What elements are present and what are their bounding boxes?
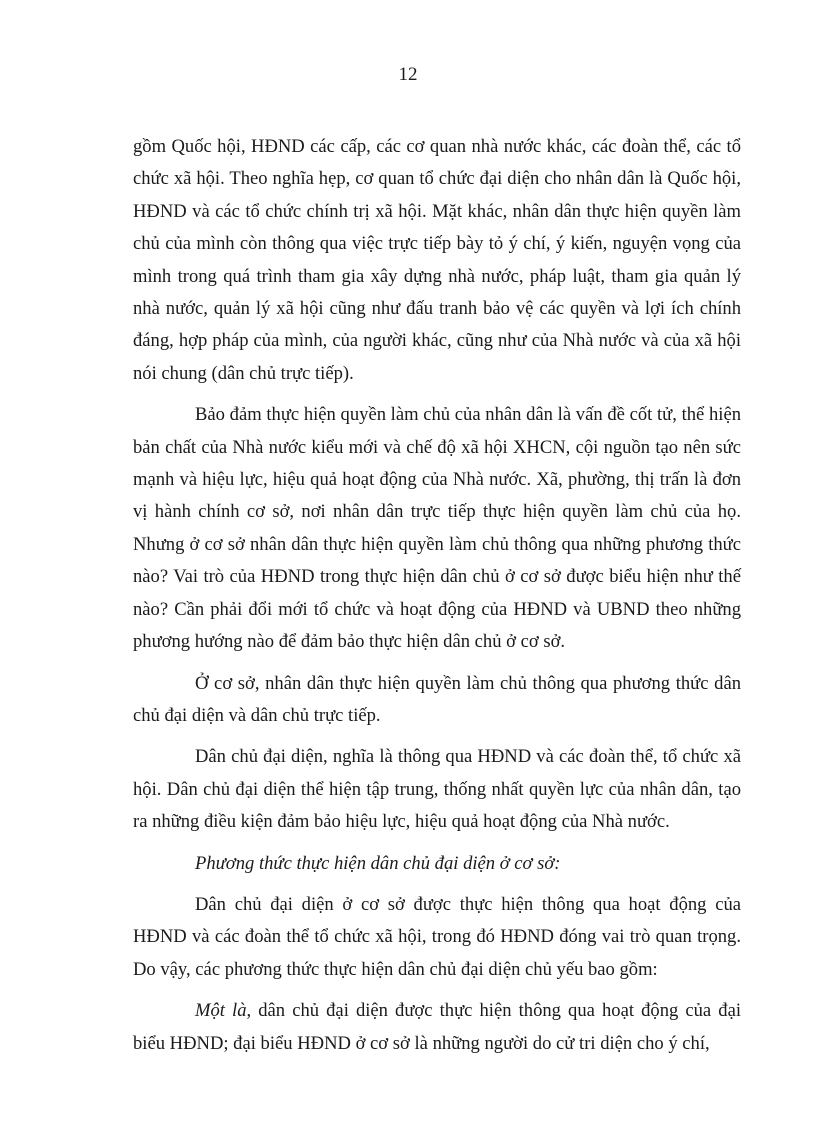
paragraph-2: Bảo đảm thực hiện quyền làm chủ của nhân dân là vấn đề cốt tử, thể hiện bản chất của Nhà nước kiểu mới và chế độ xã hội XHCN, cội nguồn tạo nên sức mạnh và hiệu lực, hiệu quả hoạt động của Nhà nước. Xã, phường, thị trấn là đơn vị hành chính cơ sở, nơi nhân dân trực tiếp thực hiện quyền làm chủ của họ. Nhưng ở cơ sở nhân dân thực hiện quyền làm chủ thông qua những phương thức nào? Vai trò của HĐND trong thực hiện dân chủ ở cơ sở được biểu hiện như thế nào? Cần phải đổi mới tổ chức và hoạt động của HĐND và UBND theo những phương hướng nào để đảm bảo thực hiện dân chủ ở cơ sở. — [133, 404, 741, 653]
paragraph-6-text: , dân chủ đại diện được thực hiện thông qua hoạt động của đại biểu HĐND; đại biểu HĐND ở cơ sở là những người do cử tri diện cho ý chí, — [133, 1000, 741, 1054]
page-number: 12 — [398, 64, 418, 85]
paragraph-1: gồm Quốc hội, HĐND các cấp, các cơ quan nhà nước khác, các đoàn thể, các tổ chức xã hội. Theo nghĩa hẹp, cơ quan tổ chức đại diện cho nhân dân là Quốc hội, HĐND và các tổ chức chính trị xã hội. Mặt khác, nhân dân thực hiện quyền làm chủ của mình còn thông qua việc trực tiếp bày tỏ ý chí, ý kiến, nguyện vọng của mình trong quá trình tham gia xây dựng nhà nước, pháp luật, tham gia quản lý nhà nước, quản lý xã hội cũng như đấu tranh bảo vệ các quyền và lợi ích chính đáng, hợp pháp của mình, của người khác, cũng như của Nhà nước và của xã hội nói chung (dân chủ trực tiếp). — [133, 136, 741, 384]
paragraph-5: Dân chủ đại diện ở cơ sở được thực hiện thông qua hoạt động của HĐND và các đoàn thể tổ chức xã hội, trong đó HĐND đóng vai trò quan trọng. Do vậy, các phương thức thực hiện dân chủ đại diện chủ yếu bao gồm: — [133, 893, 741, 980]
paragraph-6 — [133, 995, 741, 1060]
paragraph-3: Ở cơ sở, nhân dân thực hiện quyền làm chủ thông qua phương thức dân chủ đại diện và dân chủ trực tiếp. — [133, 672, 741, 726]
paragraph-6-lead: Một là — [195, 1000, 247, 1022]
document-body — [133, 131, 741, 1069]
paragraph-4: Dân chủ đại diện, nghĩa là thông qua HĐND và các đoàn thể, tổ chức xã hội. Dân chủ đại diện thể hiện tập trung, thống nhất quyền lực của nhân dân, tạo ra những điều kiện đảm bảo hiệu lực, hiệu quả hoạt động của Nhà nước. — [133, 746, 741, 833]
section-subheading: Phương thức thực hiện dân chủ đại diện ở cơ sở: — [195, 852, 561, 874]
